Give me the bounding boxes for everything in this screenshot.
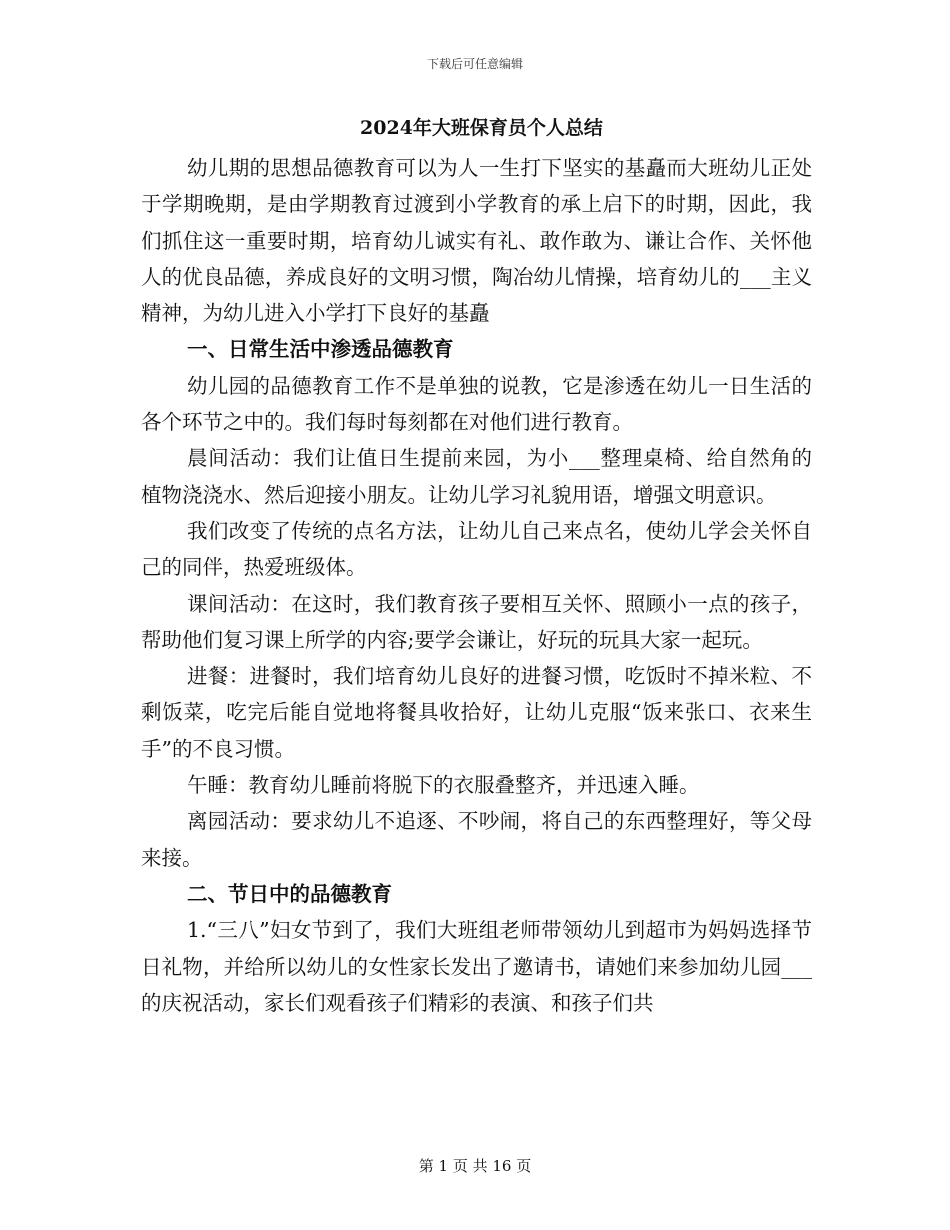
- paragraph: 幼儿园的品德教育工作不是单独的说教，它是渗透在幼儿一日生活的各个环节之中的。我们每时每刻都在对他们进行教育。: [141, 373, 812, 435]
- document-body: [141, 112, 812, 1021]
- paragraph: 离园活动：要求幼儿不追逐、不吵闹，将自己的东西整理好，等父母来接。: [141, 809, 812, 870]
- page-number: 第 1 页 共 16 页: [418, 1157, 532, 1175]
- paragraph: 课间活动：在这时，我们教育孩子要相互关怀、照顾小一点的孩子，帮助他们复习课上所学的内容;要学会谦让，好玩的玩具大家一起玩。: [141, 591, 812, 652]
- document-title: 2024年大班保育员个人总结: [360, 117, 603, 139]
- paragraph: 幼儿期的思想品德教育可以为人一生打下坚实的基矗而大班幼儿正处于学期晚期，是由学期教育过渡到小学教育的承上启下的时期，因此，我们抓住这一重要时期，培育幼儿诚实有礼、敢作敢为、谦让合作、关怀他人的优良品德，养成良好的文明习惯，陶冶幼儿情操，培育幼儿的___主义精神，为幼儿进入小学打下良好的基矗: [141, 156, 812, 326]
- paragraph: 午睡：教育幼儿睡前将脱下的衣服叠整齐，并迅速入睡。: [187, 773, 700, 798]
- paragraph: 晨间活动：我们让值日生提前来园，为小___整理桌椅、给自然角的植物浇浇水、然后迎接小朋友。让幼儿学习礼貌用语，增强文明意识。: [141, 446, 812, 507]
- section-heading: 二、节日中的品德教育: [187, 881, 392, 906]
- paragraph: 我们改变了传统的点名方法，让幼儿自己来点名，使幼儿学会关怀自己的同伴，热爱班级体。: [141, 518, 812, 580]
- paragraph: 进餐：进餐时，我们培育幼儿良好的进餐习惯，吃饭时不掉米粒、不剩饭菜，吃完后能自觉地将餐具收拾好，让幼儿克服“饭来张口、衣来生手”的不良习惯。: [141, 664, 812, 761]
- paragraph: 1.“三八”妇女节到了，我们大班组老师带领幼儿到超市为妈妈选择节日礼物，并给所以幼儿的女性家长发出了邀请书，请她们来参加幼儿园___的庆祝活动，家长们观看孩子们精彩的表演、和孩子们共: [141, 918, 812, 1015]
- header-note: 下载后可任意编辑: [426, 57, 523, 71]
- section-heading: 一、日常生活中渗透品德教育: [187, 337, 454, 362]
